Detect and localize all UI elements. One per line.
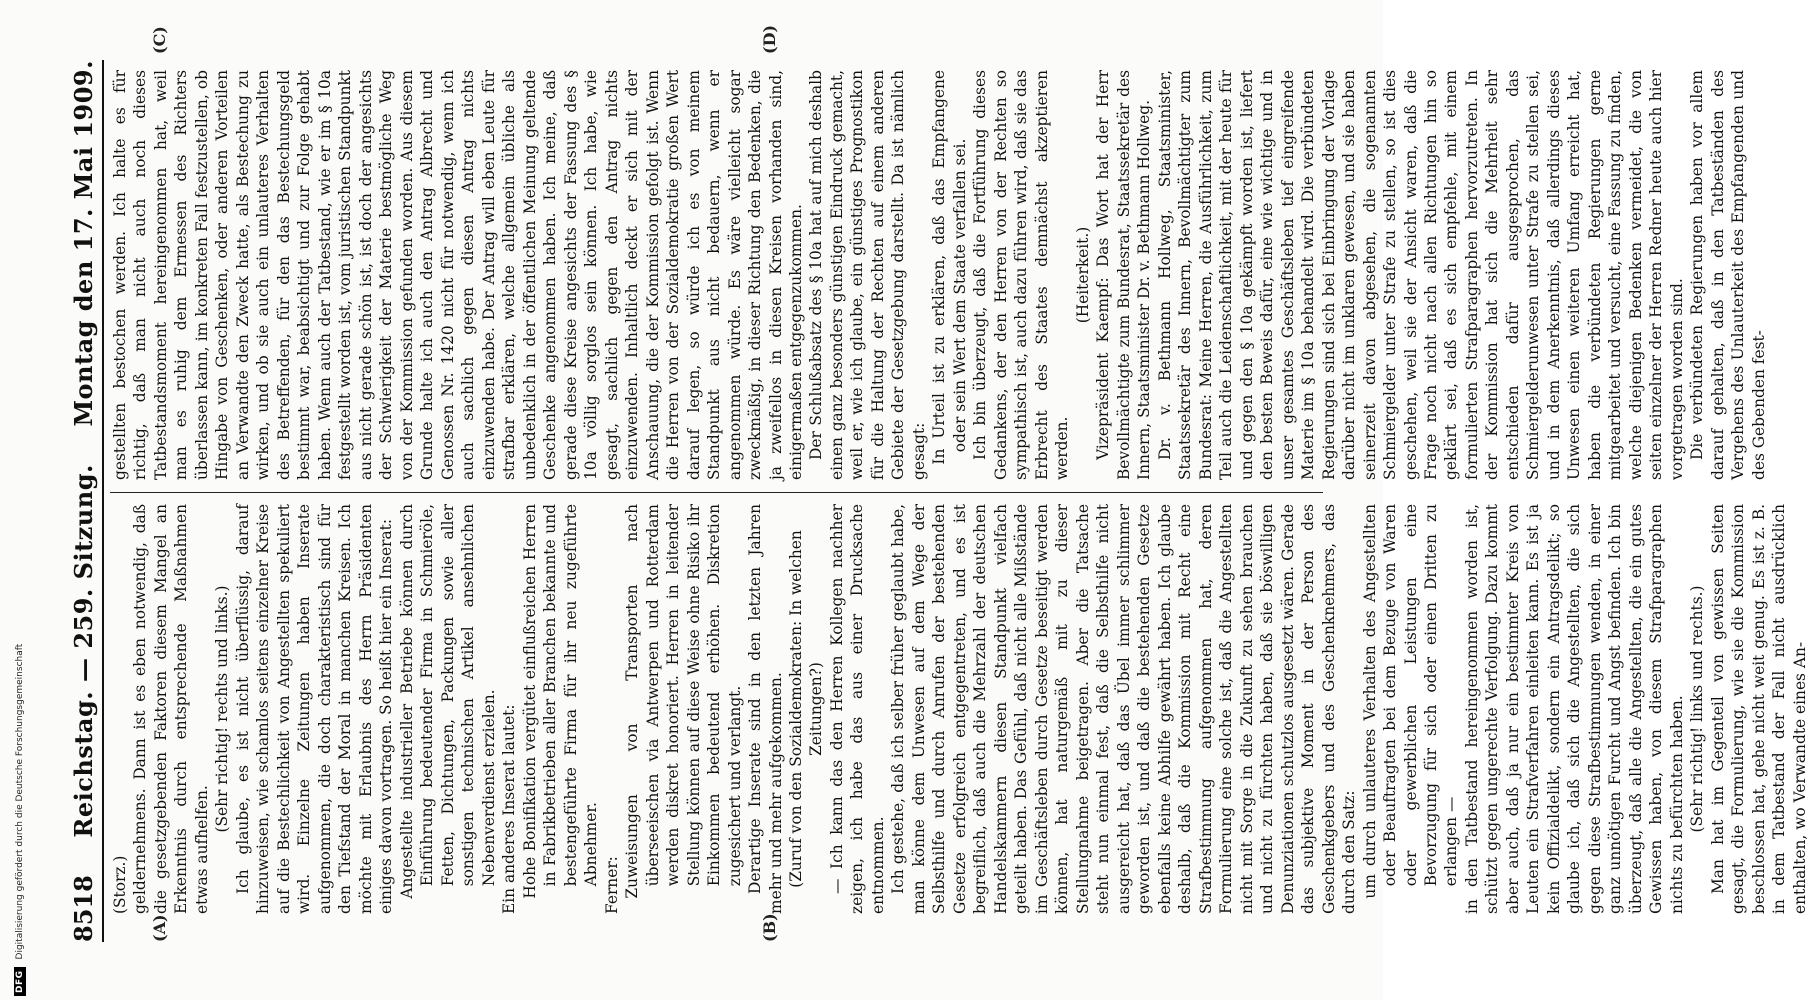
margin-marker-a: (A) [150,914,169,942]
page-number: 8518 [69,875,98,942]
left-column [110,504,1809,914]
margin-marker-b: (B) [760,913,779,942]
reaction: (Sehr richtig! rechts und links.) [213,585,232,833]
paragraph: Derartige Inserate sind in den letzten Jahren mehr und mehr aufgekommen. [746,504,785,914]
quoted-statute: In Urteil ist zu erklären, daß das Empfangene oder sein Wert dem Staate verfallen sei. [930,70,969,465]
right-column [110,70,1768,480]
page-header [58,60,104,942]
quoted-statute: um durch unlauteres Verhalten des Angestellten oder Beauftragten bei dem Bezuge von Waren oder gewerblichen Leistungen eine Bevorzugung für sich oder einen Dritten zu erlangen — [1360,504,1461,899]
session-title: Reichstag. — 259. Sitzung. [69,464,98,838]
paragraph: Der Schlußabsatz des § 10a hat auf mich deshalb einen ganz besonders günstigen Eindruck gemacht, weil er, wie ich glaube, ein günstiges Prognostikon für die Haltung der Rechten auf einem anderen Gebiete der Gesetzgebung darstellt. Da ist nämlich gesagt: [807,70,928,480]
paragraph: — Ich kann das den Herren Kollegen nachher zeigen, ich habe das aus einer Drucksache entnommen. [827,504,887,914]
margin-marker-c: (C) [150,26,169,54]
paragraph: Man hat im Gegenteil von gewissen Seiten gesagt, die Formulierung, wie sie die Kommission beschlossen hat, gehe nicht weit genug. Es ist z. B. in dem Tatbestand der Fall nicht ausdrücklich enthalten, wo Verwandte eines An- [1708,504,1809,914]
paragraph: Ich bin überzeugt, daß die Fortführung dieses Gedankens, der den Herren von der Rechten so sympathisch ist, auch dazu führen wird, daß sie das Erbrecht des Staates demnächst akzeptieren werden. [971,70,1072,480]
speaker-announcement: Vizepräsident Kaempf: Das Wort hat der Herr Bevollmächtigte zum Bundesrat, Staatssekretär des Innern, Staatsminister Dr. v. Bethmann Hollweg. [1094,70,1154,480]
speaker-tag: (Storz.) [111,855,129,914]
reaction: (Zuruf von den Sozialdemokraten: In welchen Zeitungen?) [786,530,826,888]
paragraph: Ich gestehe, daß ich selber früher geglaubt habe, man könne dem Unwesen auf dem Wege der Selbsthilfe und durch Anrufen der bestehenden Gesetze erfolgreich entgegentreten, und es ist begreiflich, daß auch die Mehrzahl der deutschen Handelskammern diesen Standpunkt vielfach geteilt haben. Das Gefühl, daß nicht alle Mißstände im Geschäftsleben durch Gesetze beseitigt werden können, hat naturgemäß mit zu dieser Stellungnahme beigetragen. Aber die Tatsache steht nun einmal fest, daß die Selbsthilfe nicht ausgereicht hat, daß das Übel immer schlimmer geworden ist, und daß die bestehenden Gesetze ebenfalls keine Abhilfe gewährt haben. Ich glaube deshalb, daß die Kommission mit Recht eine Strafbestimmung aufgenommen hat, deren Formulierung eine solche ist, daß die Angestellten nicht mit Sorge in die Zukunft zu sehen brauchen und nicht zu fürchten haben, daß sie böswilligen Denunziationen schutzlos ausgesetzt wären. Gerade das subjektive Moment in der Person des Geschenkgebers und des Geschenknehmers, das durch den Satz: [889,504,1359,914]
speech-paragraph: Die verbündeten Regierungen haben vor allem darauf gehalten, daß in den Tatbeständen des Vergehens des Unlauterkeit des Empfangenden und des Gebenden fest- [1688,70,1768,480]
margin-marker-d: (D) [760,24,779,54]
paragraph: Ferner: [602,856,621,914]
reaction: (Heiterkeit.) [1073,226,1092,324]
paragraph: in den Tatbestand hereingenommen worden ist, schützt gegen ungerechte Verfolgung. Dazu kommt aber auch, daß ja nur ein bestimmter Kreis von Leuten ein Strafverfahren einleiten kann. Es ist ja kein Offizialdelikt, sondern ein Antragsdelikt; so glaube ich, daß sich die Angestellten, die sich gegen diese Strafbestimmungen wenden, in einer ganz unnötigen Furcht und Angst befinden. Ich bin überzeugt, daß alle die Angestellten, die ein gutes Gewissen haben, von diesem Strafparagraphen nichts zu befürchten haben. [1462,504,1686,914]
paragraph: Ein anderes Inserat lautet: [500,704,519,914]
paragraph: geldernehmens. Dann ist es eben notwendig, daß die gesetzgebenden Faktoren diesem Mangel an Erkenntnis durch entsprechende Maßnahmen etwas aufhelfen. [131,504,211,914]
session-date: Montag den 17. Mai 1909. [69,60,98,427]
quoted-advertisement: Zuweisungen von Transporten nach überseeischen via Antwerpen und Rotterdam werden diskret honoriert. Herren in leitender Stellung können auf diese Weise ohne Risiko ihr Einkommen bedeutend erhöhen. Diskretion zugesichert und verlangt. [623,504,744,899]
dfg-logo: DFG [14,967,26,996]
paragraph: gestellten bestochen werden. Ich halte es für richtig, daß man nicht auch noch dieses Tatbestandsmoment hereingenommen hat, weil man es ruhig dem Ermessen des Richters überlassen kann, im konkreten Fall festzustellen, ob Hingabe von Geschenken, oder anderen Vorteilen an Verwandte den Zweck hatte, als Bestechung zu wirken, und ob sie auch ein unlauteres Verhalten des Betreffenden, für den das Bestechungsgeld bestimmt war, beabsichtigt und zur Folge gehabt haben. Wenn auch der Tatbestand, wie er im § 10a festgestellt worden ist, vom juristischen Standpunkt aus nicht gerade schön ist, ist doch der angesichts der Schwierigkeit der Materie bestmögliche Weg von der Kommission gefunden worden. Aus diesem Grunde halte ich auch den Antrag Albrecht und Genossen Nr. 1420 nicht für notwendig, wenn ich auch sachlich gegen diesen Antrag nichts einzuwenden habe. Der Antrag will eben Leute für strafbar erklären, welche allgemein übliche als unbedenklich in der öffentlichen Meinung geltende Geschenke angenommen haben. Ich meine, daß gerade diese Kreise angesichts der Fassung des § 10a völlig sorglos sein können. Ich habe, wie gesagt, sachlich gegen den Antrag nichts einzuwenden. Inhaltlich deckt er sich mit der Anschauung, die der Kommission gefolgt ist. Wenn die Herren von der Sozialdemokratie großen Wert darauf legen, so würde ich es von meinem Standpunkt aus nicht bedauern, wenn er angenommen würde. Es wäre vielleicht sogar zweckmäßig, in dieser Richtung den Bedenken, die ja zweifellos in diesen Kreisen vorhanden sind, einigermaßen entgegenzukommen. [111,70,805,480]
quoted-advertisement: Angestellte industrieller Betriebe können durch Einführung bedeutender Firma in Schmieröle, Fetten, Dichtungen, Packungen sowie aller sonstigen technischen Artikel ansehnlichen Nebenverdienst erzielen. [397,504,498,899]
paragraph: Ich glaube, es ist nicht überflüssig, darauf hinzuweisen, wie schamlos seitens einzelner Kreise auf die Bestechlichkeit von Angestellten spekuliert wird. Einzelne Zeitungen haben Inserate aufgenommen, die doch charakteristisch sind für den Tiefstand der Moral in manchen Kreisen. Ich möchte mit Erlaubnis des Herrn Präsidenten einiges davon vortragen. So heißt hier ein Inserat: [233,504,396,914]
reaction: (Sehr richtig! links und rechts.) [1688,585,1707,833]
digitization-note: Digitalisierung gefördert durch die Deutsche Forschungsgemeinschaft [15,643,25,960]
quoted-advertisement: Hohe Bonifikation vergütet einflußreichen Herren in Fabrikbetrieben aller Branchen bekannte und bestengeführte Firma für ihr neu zugeführte Abnehmer. [520,504,601,899]
column-divider [110,492,1323,493]
speech-paragraph: Dr. v. Bethmann Hollweg, Staatsminister, Staatssekretär des Innern, Bevollmächtigter zum Bundesrat: Meine Herren, die Ausführlichkeit, zum Teil auch die Leidenschaftlichkeit, mit der heute für und gegen den § 10a gekämpft worden ist, liefert den besten Beweis dafür, eine wie wichtige und in unser gesamtes Geschäftsleben tief eingreifende Materie im § 10a behandelt wird. Die verbündeten Regierungen sind sich bei Einbringung der Vorlage darüber nicht im unklaren gewesen, und sie haben seinerzeit davon abgesehen, die sogenannten Schmiergelder unter Strafe zu stellen, so ist dies geschehen, weil sie der Ansicht waren, daß die Frage noch nicht nach allen Richtungen hin so geklärt sei, daß es sich empfehle, mit einem formulierten Strafparagraphen hervorzutreten. In der Kommission hat sich die Mehrheit sehr entschieden dafür ausgesprochen, das Schmiergelderunwesen unter Strafe zu stellen sei, und in dem Anerkenntnis, daß allerdings dieses Unwesen einen weiteren Umfang erreicht hat, haben die verbündeten Regierungen gerne mitgearbeitet und versucht, eine Fassung zu finden, welche diejenigen Bedenken vermeidet, die von seiten einzelner der Herren Redner heute auch hier vorgetragen worden sind. [1155,70,1686,480]
digitization-stamp [6,4,34,996]
